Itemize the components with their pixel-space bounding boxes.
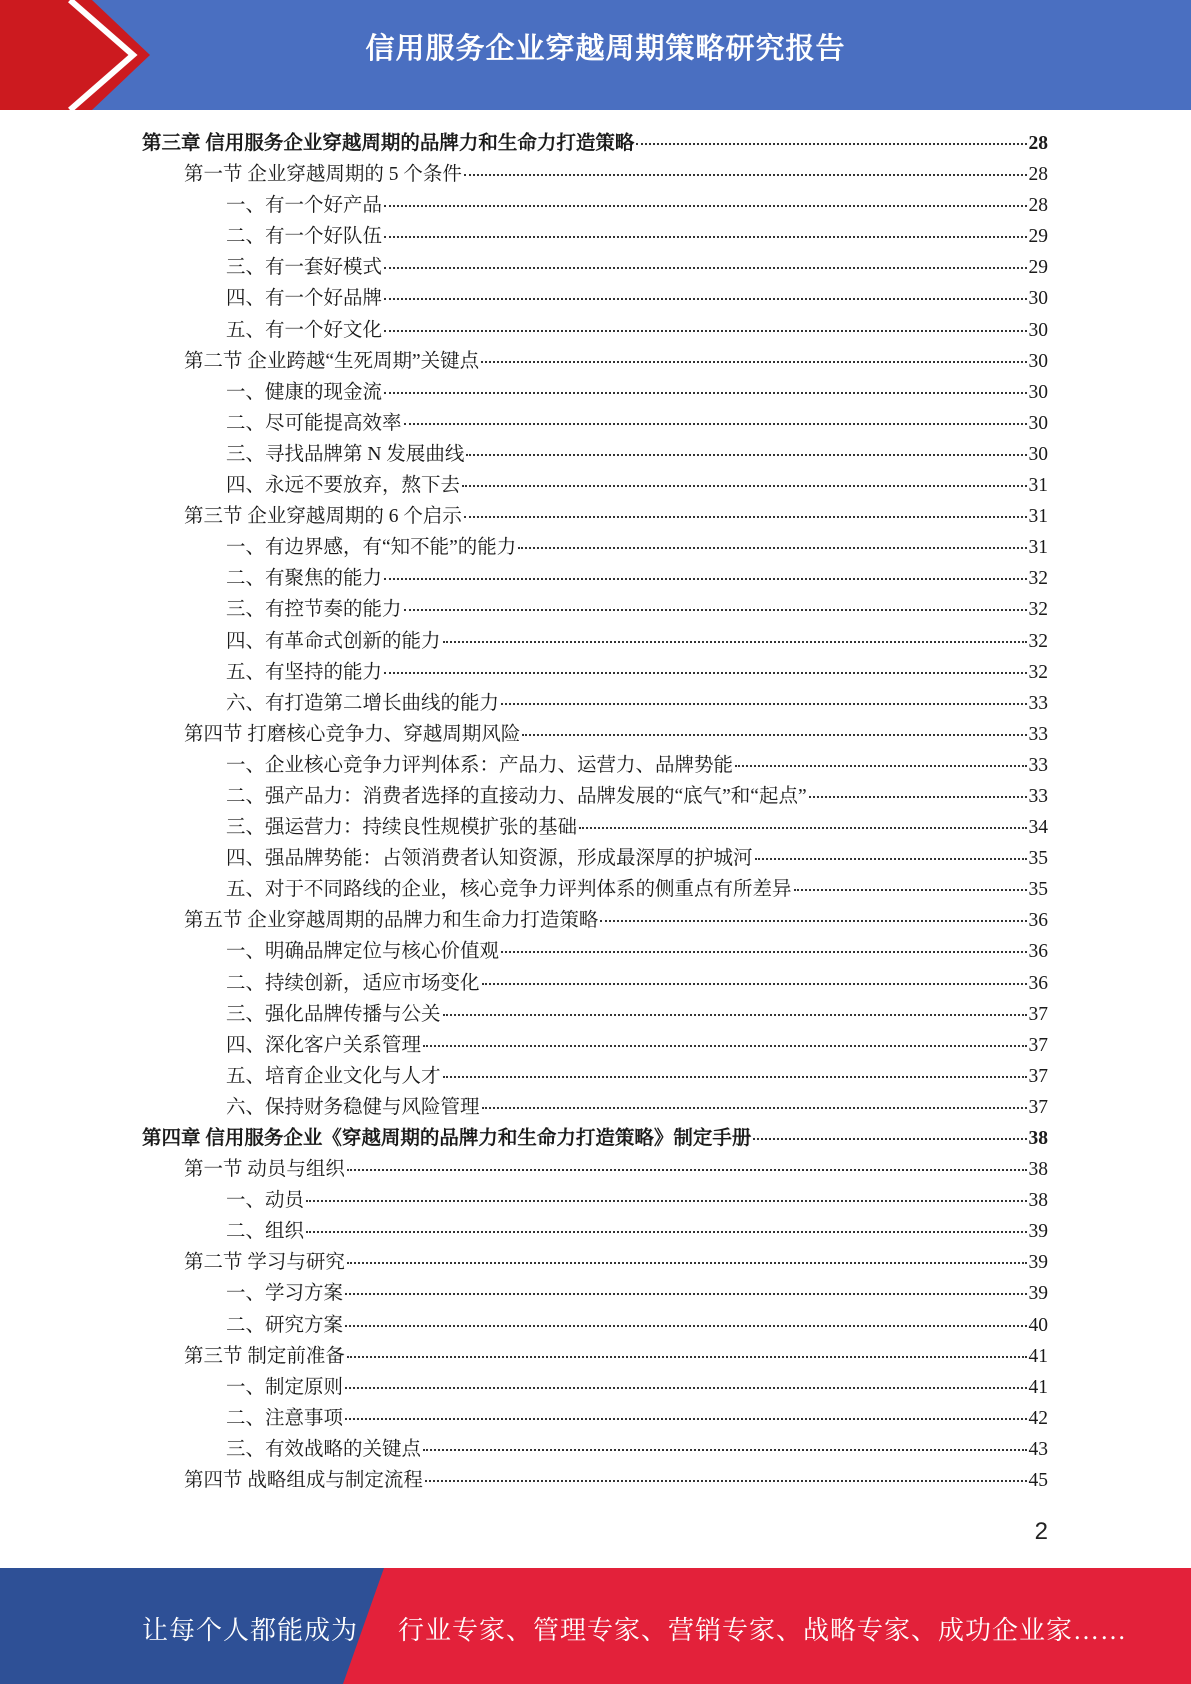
toc-subsection-entry[interactable]	[142, 283, 1048, 314]
toc-dot-leader	[306, 1231, 1026, 1233]
toc-dot-leader	[466, 454, 1026, 456]
toc-entry-title: 二、强产品力：消费者选择的直接动力、品牌发展的“底气”和“起点”	[226, 785, 807, 807]
toc-dot-leader	[600, 920, 1026, 922]
toc-entry-title: 四、永远不要放弃，熬下去	[226, 475, 461, 497]
toc-entry-page: 35	[1028, 879, 1048, 901]
toc-section-entry[interactable]	[142, 1341, 1048, 1372]
toc-dot-leader	[384, 236, 1026, 238]
toc-entry-title: 三、寻找品牌第 N 发展曲线	[226, 443, 465, 465]
toc-entry-title: 一、明确品牌定位与核心价值观	[226, 941, 500, 963]
toc-dot-leader	[794, 889, 1027, 891]
toc-entry-page: 39	[1028, 1221, 1048, 1243]
toc-entry-page: 28	[1028, 133, 1048, 154]
toc-entry-page: 40	[1028, 1314, 1048, 1336]
toc-dot-leader	[579, 827, 1026, 829]
toc-entry-title: 四、强品牌势能：占领消费者认知资源，形成最深厚的护城河	[226, 848, 753, 870]
toc-entry-title: 三、有一套好模式	[226, 257, 383, 279]
toc-entry-page: 33	[1028, 785, 1048, 807]
header-band	[0, 0, 1191, 110]
toc-subsection-entry[interactable]	[142, 594, 1048, 625]
toc-entry-page: 37	[1028, 1034, 1048, 1056]
toc-subsection-entry[interactable]	[142, 843, 1048, 874]
toc-subsection-entry[interactable]	[142, 750, 1048, 781]
toc-entry-page: 37	[1028, 1096, 1048, 1118]
toc-dot-leader	[384, 205, 1026, 207]
toc-entry-title: 第一节 企业穿越周期的 5 个条件	[184, 164, 462, 186]
toc-entry-page: 30	[1028, 350, 1048, 372]
toc-subsection-entry[interactable]	[142, 936, 1048, 967]
toc-subsection-entry[interactable]	[142, 439, 1048, 470]
toc-dot-leader	[384, 392, 1026, 394]
toc-subsection-entry[interactable]	[142, 1403, 1048, 1434]
toc-subsection-entry[interactable]	[142, 999, 1048, 1030]
toc-entry-title: 二、有聚焦的能力	[226, 568, 383, 590]
toc-dot-leader	[345, 1387, 1026, 1389]
toc-subsection-entry[interactable]	[142, 1434, 1048, 1465]
toc-subsection-entry[interactable]	[142, 563, 1048, 594]
toc-subsection-entry[interactable]	[142, 657, 1048, 688]
toc-dot-leader	[423, 1045, 1026, 1047]
toc-entry-page: 31	[1028, 475, 1048, 497]
toc-dot-leader	[425, 1480, 1027, 1482]
toc-subsection-entry[interactable]	[142, 190, 1048, 221]
toc-dot-leader	[443, 641, 1027, 643]
toc-entry-title: 一、健康的现金流	[226, 381, 383, 403]
toc-dot-leader	[482, 983, 1027, 985]
toc-entry-title: 第五节 企业穿越周期的品牌力和生命力打造策略	[184, 910, 599, 932]
toc-entry-page: 42	[1028, 1407, 1048, 1429]
toc-dot-leader	[423, 1449, 1026, 1451]
toc-entry-title: 二、组织	[226, 1221, 305, 1243]
toc-dot-leader	[755, 858, 1027, 860]
toc-entry-page: 32	[1028, 568, 1048, 590]
toc-entry-title: 第四节 打磨核心竞争力、穿越周期风险	[184, 723, 521, 745]
toc-entry-page: 33	[1028, 692, 1048, 714]
toc-section-entry[interactable]	[142, 1247, 1048, 1278]
table-of-contents	[142, 128, 1048, 1496]
footer-slogan-right: 行业专家、管理专家、营销专家、战略专家、成功企业家……	[398, 1616, 1128, 1645]
toc-entry-title: 三、强运营力：持续良性规模扩张的基础	[226, 817, 578, 839]
toc-entry-page: 30	[1028, 443, 1048, 465]
toc-subsection-entry[interactable]	[142, 1372, 1048, 1403]
toc-entry-title: 六、有打造第二增长曲线的能力	[226, 692, 500, 714]
toc-dot-leader	[345, 1293, 1026, 1295]
toc-entry-page: 35	[1028, 848, 1048, 870]
toc-dot-leader	[384, 267, 1026, 269]
toc-entry-title: 一、学习方案	[226, 1283, 344, 1305]
toc-entry-title: 一、制定原则	[226, 1376, 344, 1398]
toc-entry-title: 五、培育企业文化与人才	[226, 1065, 441, 1087]
toc-section-entry[interactable]	[142, 719, 1048, 750]
toc-subsection-entry[interactable]	[142, 1216, 1048, 1247]
toc-dot-leader	[384, 672, 1026, 674]
toc-subsection-entry[interactable]	[142, 252, 1048, 283]
toc-entry-page: 30	[1028, 381, 1048, 403]
toc-section-entry[interactable]	[142, 159, 1048, 190]
toc-entry-title: 二、研究方案	[226, 1314, 344, 1336]
toc-entry-title: 一、有一个好产品	[226, 195, 383, 217]
toc-entry-page: 36	[1028, 910, 1048, 932]
toc-entry-page: 38	[1028, 1159, 1048, 1181]
toc-entry-title: 三、强化品牌传播与公关	[226, 1003, 441, 1025]
toc-chapter-entry[interactable]	[142, 128, 1048, 159]
toc-entry-page: 41	[1028, 1376, 1048, 1398]
footer-band	[0, 1568, 1191, 1684]
toc-subsection-entry[interactable]	[142, 1030, 1048, 1061]
toc-subsection-entry[interactable]	[142, 626, 1048, 657]
toc-entry-page: 36	[1028, 941, 1048, 963]
toc-entry-page: 39	[1028, 1252, 1048, 1274]
toc-entry-page: 30	[1028, 319, 1048, 341]
footer-slogan-left: 让每个人都能成为	[142, 1616, 359, 1645]
toc-subsection-entry[interactable]	[142, 781, 1048, 812]
toc-entry-title: 一、有边界感，有“知不能”的能力	[226, 537, 517, 559]
toc-chapter-entry[interactable]	[142, 1123, 1048, 1154]
toc-entry-title: 二、持续创新，适应市场变化	[226, 972, 480, 994]
toc-entry-page: 32	[1028, 599, 1048, 621]
toc-subsection-entry[interactable]	[142, 532, 1048, 563]
toc-entry-page: 32	[1028, 661, 1048, 683]
toc-subsection-entry[interactable]	[142, 968, 1048, 999]
toc-entry-page: 38	[1028, 1128, 1048, 1149]
toc-section-entry[interactable]	[142, 905, 1048, 936]
toc-entry-title: 第三节 制定前准备	[184, 1345, 345, 1367]
toc-entry-title: 三、有控节奏的能力	[226, 599, 402, 621]
toc-entry-title: 四、有革命式创新的能力	[226, 630, 441, 652]
toc-entry-title: 一、动员	[226, 1190, 305, 1212]
toc-entry-title: 二、注意事项	[226, 1407, 344, 1429]
toc-entry-page: 30	[1028, 288, 1048, 310]
toc-dot-leader	[384, 330, 1026, 332]
toc-entry-page: 37	[1028, 1003, 1048, 1025]
toc-entry-title: 第四节 战略组成与制定流程	[184, 1470, 423, 1492]
toc-dot-leader	[347, 1356, 1027, 1358]
toc-subsection-entry[interactable]	[142, 874, 1048, 905]
toc-entry-title: 第四章 信用服务企业《穿越周期的品牌力和生命力打造策略》制定手册	[142, 1128, 752, 1149]
toc-section-entry[interactable]	[142, 1154, 1048, 1185]
toc-dot-leader	[443, 1076, 1027, 1078]
toc-dot-leader	[347, 1169, 1027, 1171]
toc-subsection-entry[interactable]	[142, 470, 1048, 501]
toc-entry-page: 32	[1028, 630, 1048, 652]
toc-subsection-entry[interactable]	[142, 408, 1048, 439]
toc-dot-leader	[345, 1418, 1026, 1420]
toc-dot-leader	[443, 1014, 1027, 1016]
toc-dot-leader	[384, 578, 1026, 580]
toc-entry-page: 36	[1028, 972, 1048, 994]
toc-dot-leader	[482, 1107, 1027, 1109]
toc-subsection-entry[interactable]	[142, 688, 1048, 719]
toc-entry-title: 第二节 学习与研究	[184, 1252, 345, 1274]
toc-entry-page: 34	[1028, 817, 1048, 839]
toc-section-entry[interactable]	[142, 501, 1048, 532]
toc-entry-title: 三、有效战略的关键点	[226, 1438, 422, 1460]
toc-entry-page: 29	[1028, 226, 1048, 248]
toc-entry-page: 45	[1028, 1470, 1048, 1492]
toc-entry-page: 29	[1028, 257, 1048, 279]
toc-dot-leader	[735, 765, 1026, 767]
toc-dot-leader	[518, 547, 1026, 549]
toc-subsection-entry[interactable]	[142, 1092, 1048, 1123]
toc-section-entry[interactable]	[142, 346, 1048, 377]
toc-dot-leader	[404, 423, 1027, 425]
toc-entry-title: 六、保持财务稳健与风险管理	[226, 1096, 480, 1118]
toc-dot-leader	[522, 734, 1026, 736]
toc-entry-page: 33	[1028, 754, 1048, 776]
toc-subsection-entry[interactable]	[142, 221, 1048, 252]
toc-subsection-entry[interactable]	[142, 1278, 1048, 1309]
toc-subsection-entry[interactable]	[142, 377, 1048, 408]
toc-entry-page: 30	[1028, 412, 1048, 434]
report-title: 信用服务企业穿越周期策略研究报告	[365, 31, 846, 65]
toc-entry-page: 31	[1028, 506, 1048, 528]
toc-dot-leader	[306, 1200, 1026, 1202]
toc-dot-leader	[809, 796, 1027, 798]
toc-entry-title: 第二节 企业跨越“生死周期”关键点	[184, 350, 480, 372]
toc-entry-page: 31	[1028, 537, 1048, 559]
toc-dot-leader	[347, 1262, 1027, 1264]
toc-dot-leader	[345, 1325, 1026, 1327]
toc-dot-leader	[501, 703, 1026, 705]
page-number: 2	[1034, 1518, 1048, 1545]
toc-entry-page: 39	[1028, 1283, 1048, 1305]
toc-dot-leader	[636, 143, 1026, 145]
toc-entry-title: 四、有一个好品牌	[226, 288, 383, 310]
toc-dot-leader	[464, 516, 1027, 518]
toc-entry-title: 四、深化客户关系管理	[226, 1034, 422, 1056]
toc-entry-title: 一、企业核心竞争力评判体系：产品力、运营力、品牌势能	[226, 754, 734, 776]
toc-subsection-entry[interactable]	[142, 315, 1048, 346]
toc-subsection-entry[interactable]	[142, 1061, 1048, 1092]
toc-subsection-entry[interactable]	[142, 1185, 1048, 1216]
toc-entry-title: 五、有坚持的能力	[226, 661, 383, 683]
toc-entry-page: 28	[1028, 195, 1048, 217]
toc-entry-title: 第三节 企业穿越周期的 6 个启示	[184, 506, 462, 528]
toc-entry-page: 33	[1028, 723, 1048, 745]
toc-dot-leader	[464, 174, 1027, 176]
toc-subsection-entry[interactable]	[142, 1310, 1048, 1341]
toc-entry-page: 38	[1028, 1190, 1048, 1212]
toc-entry-title: 二、尽可能提高效率	[226, 412, 402, 434]
toc-entry-title: 五、有一个好文化	[226, 319, 383, 341]
toc-entry-title: 五、对于不同路线的企业，核心竞争力评判体系的侧重点有所差异	[226, 879, 792, 901]
toc-dot-leader	[501, 951, 1026, 953]
toc-dot-leader	[481, 361, 1026, 363]
toc-section-entry[interactable]	[142, 1465, 1048, 1496]
toc-entry-page: 41	[1028, 1345, 1048, 1367]
toc-entry-page: 28	[1028, 164, 1048, 186]
toc-entry-title: 第一节 动员与组织	[184, 1159, 345, 1181]
toc-dot-leader	[753, 1138, 1026, 1140]
toc-entry-title: 二、有一个好队伍	[226, 226, 383, 248]
toc-subsection-entry[interactable]	[142, 812, 1048, 843]
toc-entry-page: 37	[1028, 1065, 1048, 1087]
toc-dot-leader	[384, 298, 1026, 300]
toc-entry-title: 第三章 信用服务企业穿越周期的品牌力和生命力打造策略	[142, 133, 635, 154]
toc-dot-leader	[404, 609, 1027, 611]
toc-dot-leader	[462, 485, 1026, 487]
toc-entry-page: 43	[1028, 1438, 1048, 1460]
